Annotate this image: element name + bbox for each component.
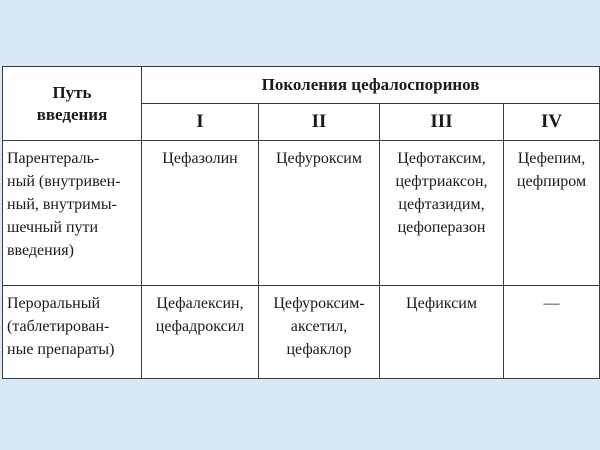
- drug-name: Цефазолин: [162, 150, 238, 167]
- route-header-line: введения: [36, 104, 108, 124]
- route-header: [3, 67, 142, 141]
- drug-name: цефтриаксон,: [395, 173, 488, 190]
- generation-header-1: I: [142, 104, 259, 141]
- table-row-parenteral: [3, 141, 600, 286]
- table-row-oral: [3, 286, 600, 379]
- drug-name: Цефуроксим-: [273, 295, 365, 312]
- drug-name: цефтазидим,: [398, 196, 485, 213]
- gen2-cell-parenteral: [259, 141, 380, 286]
- route-line: Парентераль-: [7, 150, 100, 167]
- drug-name: Цефуроксим: [276, 150, 362, 167]
- generation-header-4: IV: [504, 104, 600, 141]
- gen3-cell-parenteral: [380, 141, 504, 286]
- route-line: введения): [7, 242, 74, 259]
- route-line: ные препараты): [7, 341, 115, 358]
- route-line: (таблетирован-: [7, 318, 110, 335]
- gen4-cell-parenteral: [504, 141, 600, 286]
- drug-name: аксетил,: [290, 318, 348, 335]
- drug-name: цефаклор: [286, 341, 352, 358]
- route-line: шечный пути: [7, 219, 99, 236]
- drug-name: Цефалексин,: [156, 295, 244, 312]
- empty-dash: —: [543, 295, 560, 312]
- gen3-cell-oral: [380, 286, 504, 379]
- generation-header-2: II: [259, 104, 380, 141]
- drug-name: Цефепим,: [517, 150, 586, 167]
- cephalosporin-table: [2, 66, 599, 379]
- route-cell-parenteral: [3, 141, 142, 286]
- route-header-line: Путь: [52, 82, 92, 102]
- route-line: Пероральный: [7, 295, 101, 312]
- gen1-cell-oral: [142, 286, 259, 379]
- generation-header-3: III: [380, 104, 504, 141]
- cephalosporin-table-grid: [2, 66, 600, 379]
- drug-name: цефадроксил: [155, 318, 245, 335]
- drug-name: Цефотаксим,: [397, 150, 486, 167]
- route-line: ный (внутривен-: [7, 173, 121, 190]
- route-cell-oral: [3, 286, 142, 379]
- gen2-cell-oral: [259, 286, 380, 379]
- route-line: ный, внутримы-: [7, 196, 117, 213]
- drug-name: Цефиксим: [406, 295, 477, 312]
- header-row-top: [3, 67, 600, 104]
- generations-header: Поколения цефалоспоринов: [142, 67, 600, 104]
- drug-name: цефпиром: [516, 173, 587, 190]
- gen4-cell-oral: [504, 286, 600, 379]
- drug-name: цефоперазон: [397, 219, 486, 236]
- gen1-cell-parenteral: [142, 141, 259, 286]
